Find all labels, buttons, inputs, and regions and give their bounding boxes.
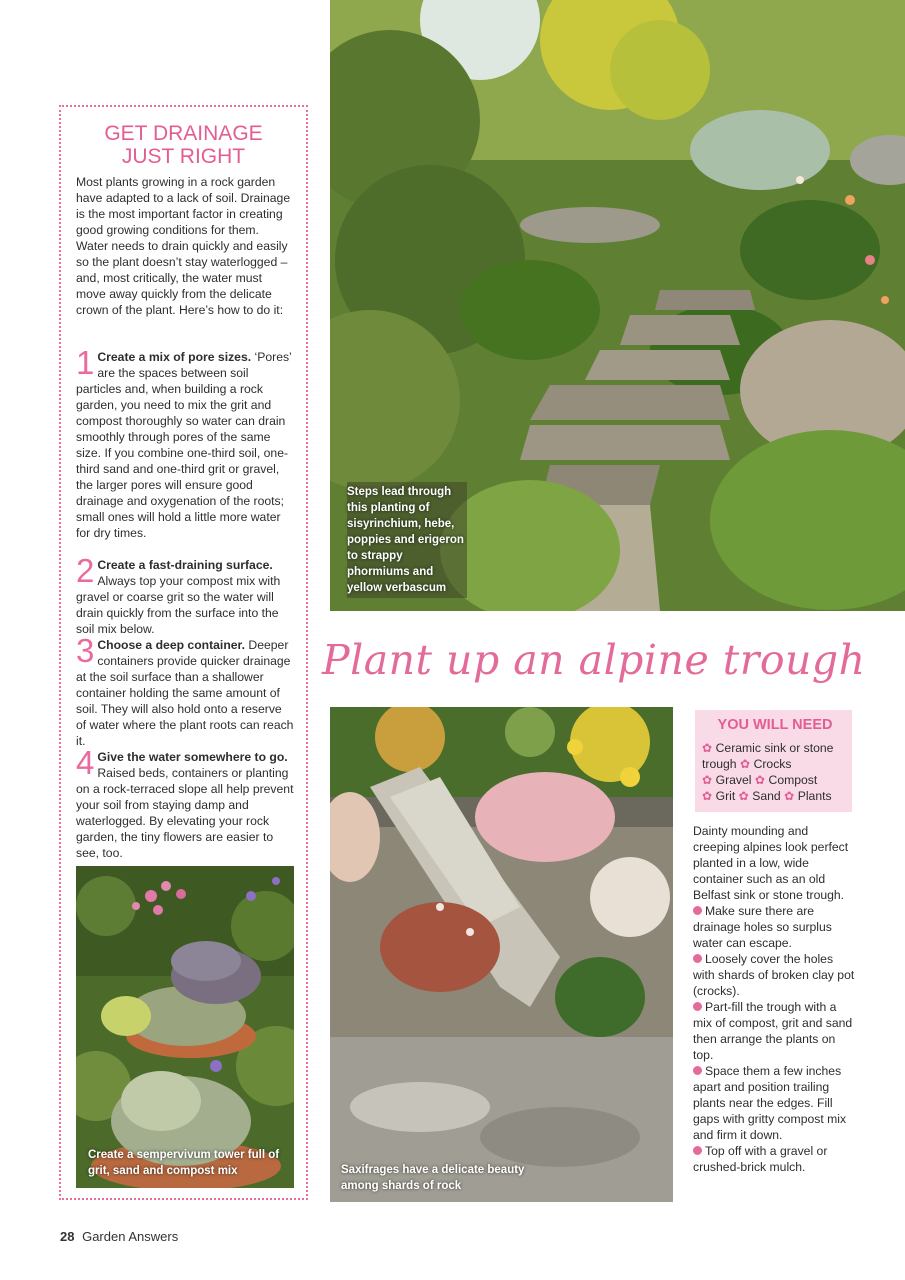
trough-bullet — [693, 999, 855, 1063]
step-title: Choose a deep container. — [97, 638, 246, 652]
you-will-need-title: YOU WILL NEED — [717, 717, 833, 733]
pink-dot-icon — [693, 1002, 702, 1011]
trough-bullet — [693, 951, 855, 999]
trough-bullet-text: Part-fill the trough with a mix of compost, grit and sand then arrange the plants on top. — [693, 1000, 853, 1062]
trough-bullet — [693, 1063, 855, 1143]
drainage-step — [76, 344, 294, 541]
step-text: Always top your compost mix with gravel or coarse grit so the water will drain quickly from the surface into the soil mix below. — [76, 574, 281, 636]
step-text: Raised beds, containers or planting on a rock-terraced slope all help prevent your soil from staying damp and waterlogged. By elevating your rock garden, the tiny flowers are easier to see, too. — [76, 766, 294, 860]
flower-bullet-icon: ✿ — [702, 773, 713, 787]
flower-bullet-icon: ✿ — [784, 789, 795, 803]
flower-bullet-icon: ✿ — [739, 757, 751, 771]
saxifrage-trough-illustration — [330, 707, 673, 1202]
sempervivum-tower-photo — [76, 866, 294, 1188]
drainage-intro: Most plants growing in a rock garden have adapted to a lack of soil. Drainage is the most important factor in creating good growing conditions for them. Water needs to drain quickly and easily so the plant doesn’t stay waterlogged – and, most critically, the water must move away quickly from the delicate crown of the plant. Here’s how to do it: — [76, 175, 291, 317]
alpine-trough-heading: Plant up an alpine trough — [322, 636, 866, 684]
saxifrage-trough-photo — [330, 707, 673, 1202]
need-item: Ceramic sink or stone trough — [702, 741, 834, 771]
flower-bullet-icon: ✿ — [702, 741, 713, 755]
need-item: Plants — [797, 789, 832, 803]
trough-bullet-text: Make sure there are drainage holes so surplus water can escape. — [693, 904, 832, 950]
step-text: Deeper containers provide quicker drainage at the soil surface than a shallower container holding the same amount of soil. They will also hold onto a reserve of water where the plant roots can reach it. — [76, 638, 294, 748]
step-title: Give the water somewhere to go. — [97, 750, 288, 764]
step-number: 2 — [76, 552, 95, 589]
drainage-heading-line1: GET DRAINAGE — [104, 122, 263, 145]
need-item: Compost — [768, 773, 818, 787]
drainage-heading — [76, 122, 291, 168]
need-item: Gravel — [715, 773, 752, 787]
step-number: 1 — [76, 344, 95, 381]
pink-dot-icon — [693, 1066, 702, 1075]
trough-bullet-text: Space them a few inches apart and position trailing plants near the edges. Fill gaps with gritty compost mix and firm it down. — [693, 1064, 847, 1142]
sempervivum-tower-illustration — [76, 866, 294, 1188]
drainage-step — [76, 552, 294, 637]
need-item: Grit — [715, 789, 736, 803]
trough-photo-caption: Saxifrages have a delicate beauty among shards of rock — [341, 1164, 525, 1192]
step-title: Create a mix of pore sizes. — [97, 350, 252, 364]
trough-intro: Dainty mounding and creeping alpines look perfect planted in a low, wide container such as an old Belfast sink or stone trough. — [693, 824, 849, 902]
step-number: 3 — [76, 632, 95, 669]
step-number: 4 — [76, 744, 95, 781]
need-item: Sand — [752, 789, 781, 803]
pink-dot-icon — [693, 954, 702, 963]
pink-dot-icon — [693, 1146, 702, 1155]
sempervivum-tower-caption: Create a sempervivum tower full of grit, sand and compost mix — [88, 1149, 280, 1177]
trough-bullet-text: Top off with a gravel or crushed-brick mulch. — [693, 1144, 828, 1174]
trough-bullet-text: Loosely cover the holes with shards of broken clay pot (crocks). — [693, 952, 855, 998]
drainage-step — [76, 632, 294, 749]
trough-bullet — [693, 903, 855, 951]
steps-photo-caption: Steps lead through this planting of sisyrinchium, hebe, poppies and erigeron to strappy phormiums and yellow verbascum — [347, 482, 467, 598]
trough-bullet — [693, 1143, 855, 1175]
you-will-need-list — [702, 740, 852, 804]
step-text: ‘Pores’ are the spaces between soil particles and, when building a rock garden, you need to mix the grit and compost thoroughly so water can drain smoothly through pores of the same size. If you combine one-third soil, one-third sand and one-third grit or gravel, the larger pores will ensure good drainage and oxygenation of the roots; small ones will hold a little more water for dry times. — [76, 350, 292, 540]
trough-instructions — [693, 823, 855, 1175]
pink-dot-icon — [693, 906, 702, 915]
drainage-heading-line2: JUST RIGHT — [121, 145, 246, 168]
flower-bullet-icon: ✿ — [702, 789, 713, 803]
page-number: 28 — [60, 1229, 75, 1244]
page-footer — [60, 1229, 178, 1244]
flower-bullet-icon: ✿ — [754, 773, 766, 787]
step-title: Create a fast-draining surface. — [97, 558, 273, 572]
need-item: Crocks — [753, 757, 792, 771]
flower-bullet-icon: ✿ — [738, 789, 749, 803]
drainage-step — [76, 744, 294, 861]
magazine-name: Garden Answers — [82, 1229, 179, 1244]
